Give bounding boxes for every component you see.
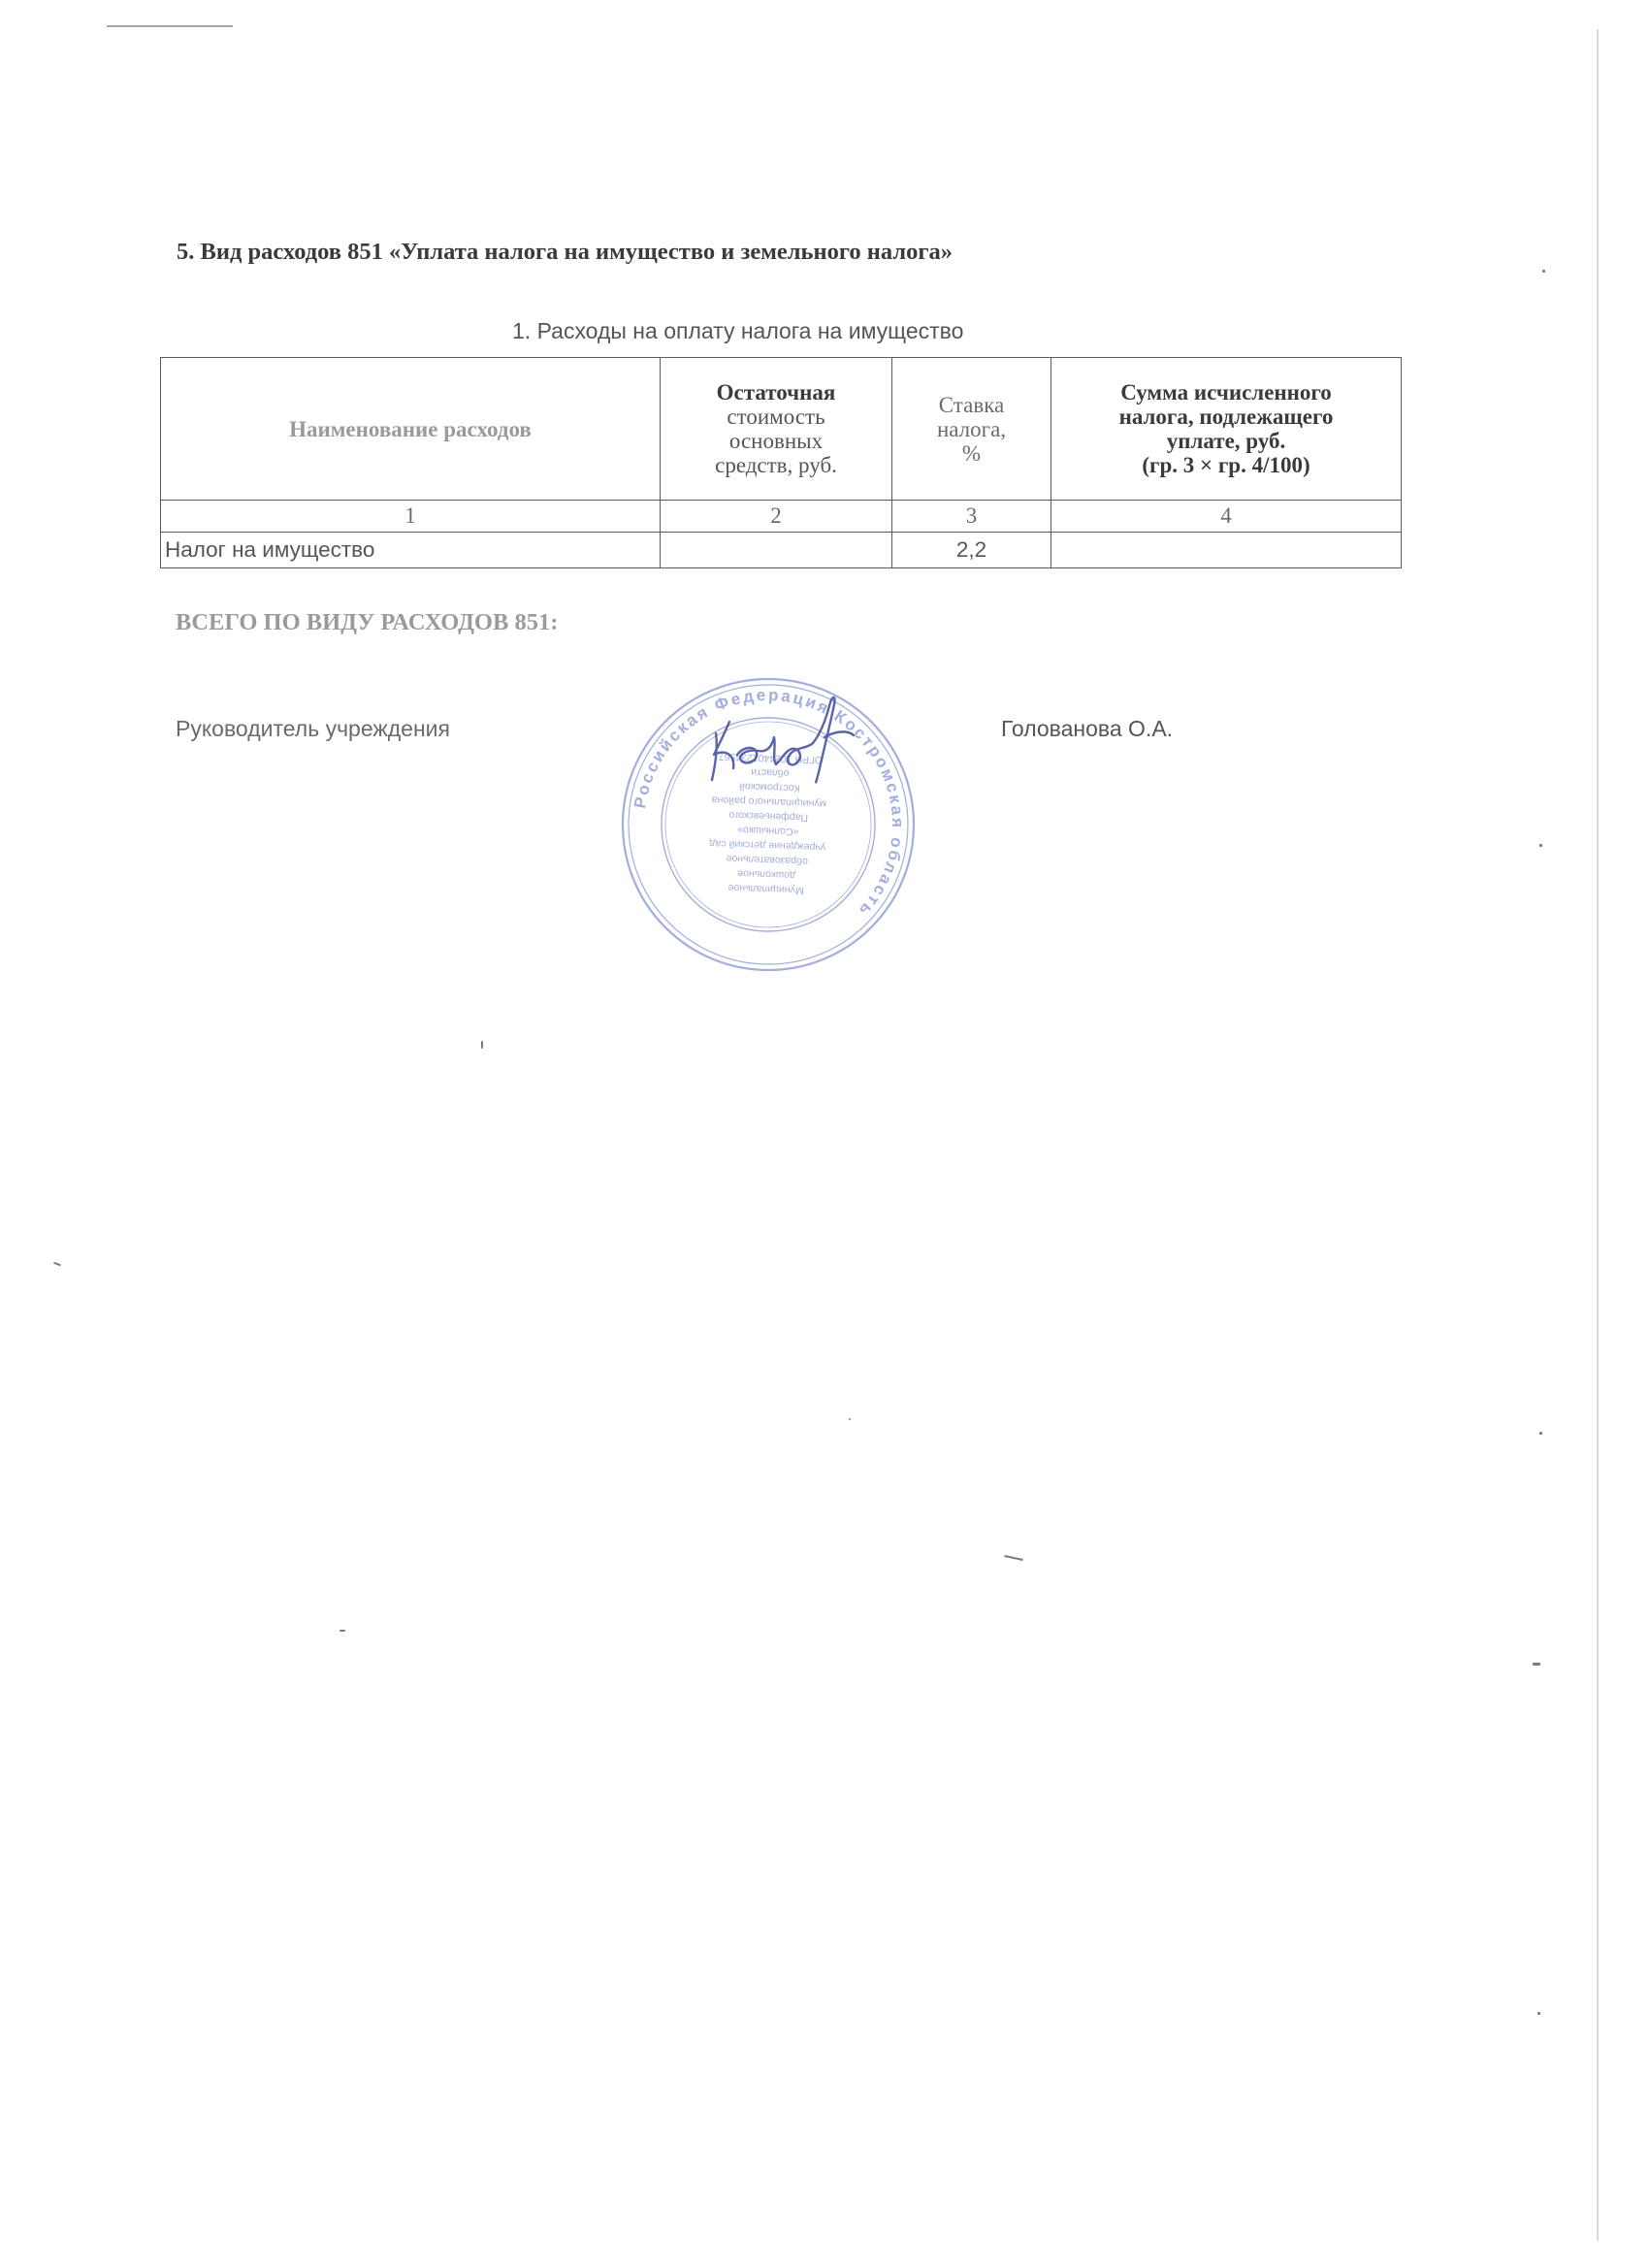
header-line: Остаточная [716,380,836,405]
column-number: 2 [661,501,892,533]
column-number: 1 [161,501,661,533]
scan-speck [481,1041,483,1049]
column-number: 4 [1051,501,1402,533]
seal-inner-line: области [751,765,790,780]
cell-residual-value [661,533,892,568]
scan-speck [53,1262,61,1267]
header-residual-value [661,358,892,501]
table-row [161,533,1402,568]
header-line: Сумма исчисленного [1120,380,1332,405]
table-caption: 1. Расходы на оплату налога на имущество [512,318,964,343]
header-line: (гр. 3 × гр. 4/100) [1142,453,1310,477]
header-line: средств, руб. [715,453,837,477]
table-header-row [161,358,1402,501]
seal-inner-line: дошкольное [737,867,796,882]
header-tax-rate [892,358,1051,501]
total-line: ВСЕГО ПО ВИДУ РАСХОДОВ 851: [176,609,559,635]
seal-inner-line: учреждение детский сад [709,837,826,854]
scan-speck [340,1630,345,1632]
scan-speck [1539,1432,1542,1435]
header-tax-amount [1051,358,1402,501]
seal-inner-line: Парфеньевского [728,809,809,824]
seal-outer-text: Российская Федерация Костромская область [630,685,908,922]
signer-name: Голованова О.А. [1001,716,1174,741]
header-line: Наименование расходов [289,416,532,441]
seal-inner-line: ОГРН 1024401234567 [718,750,824,766]
header-line: % [961,440,982,466]
scan-speck [1539,844,1542,847]
seal-inner-line: муниципального района [711,794,827,810]
scan-speck [1533,1663,1540,1666]
header-line: налога, [936,416,1007,441]
scan-edge-mark [107,25,233,27]
handwritten-signature [679,679,873,805]
seal-inner-line: Костромской [738,780,800,794]
scan-speck [849,1418,851,1420]
cell-tax-amount [1051,533,1402,568]
section-heading: 5. Вид расходов 851 «Уплата налога на имущество и земельного налога» [177,239,953,265]
seal-inner-line: образовательное [726,853,809,867]
header-line: Ставка [938,392,1005,417]
scan-speck [1542,270,1545,273]
header-line: налога, подлежащего [1118,405,1334,429]
scan-speck [1537,2012,1540,2015]
cell-expense-name: Налог на имущество [161,533,661,568]
header-line: уплате, руб. [1166,429,1286,453]
seal-inner-line: «Солнышко» [736,824,799,838]
header-expense-name [161,358,661,501]
column-number: 3 [892,501,1051,533]
column-number-row [161,501,1402,533]
scan-speck [1004,1555,1023,1561]
header-line: основных [728,429,824,453]
signer-role: Руководитель учреждения [176,716,450,741]
signature-graphic [679,679,873,805]
property-tax-table [160,357,1402,568]
scan-edge-shadow [1597,29,1599,2241]
seal-inner-line: Муниципальное [728,882,804,896]
header-line: стоимость [727,405,825,429]
cell-tax-rate: 2,2 [892,533,1051,568]
